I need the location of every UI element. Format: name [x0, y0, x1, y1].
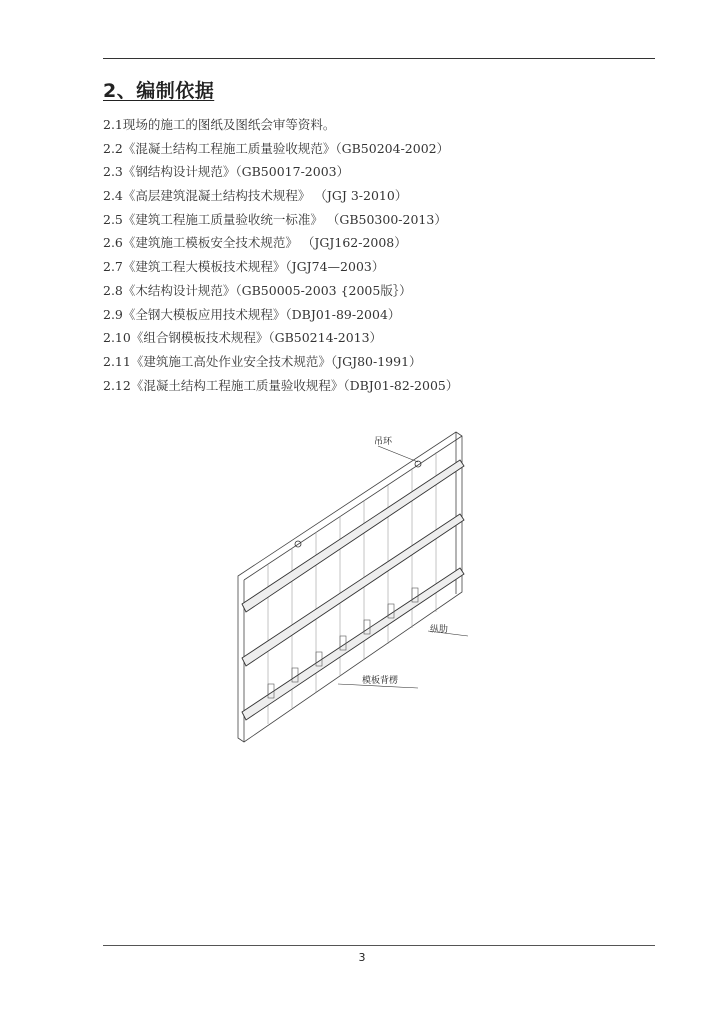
page-number: 3 — [358, 951, 366, 964]
list-item: 2.4《高层建筑混凝土结构技术规程》 （JGJ 3-2010） — [103, 188, 408, 204]
list-item: 2.7《建筑工程大模板技术规程》（JGJ74—2003） — [103, 259, 385, 275]
reference-list — [103, 113, 458, 397]
formwork-panel-drawing — [228, 426, 488, 756]
label-back: 模板背楞 — [362, 676, 399, 686]
list-item: 2.3《钢结构设计规范》（GB50017-2003） — [103, 164, 350, 180]
list-item: 2.10《组合钢模板技术规程》（GB50214-2013） — [103, 330, 383, 346]
footer-rule — [103, 945, 655, 946]
list-item: 2.8《木结构设计规范》（GB50005-2003 {2005版｝） — [103, 282, 412, 298]
list-item: 2.5《建筑工程施工质量验收统一标准》 （GB50300-2013） — [103, 211, 447, 227]
label-hook: 吊环 — [374, 437, 393, 447]
list-item: 2.12《混凝土结构工程施工质量验收规程》（DBJ01-82-2005） — [103, 377, 459, 393]
list-item: 2.1现场的施工的图纸及图纸会审等资料。 — [103, 117, 336, 132]
label-rib: 纵肋 — [430, 625, 449, 635]
list-item: 2.9《全钢大模板应用技术规程》（DBJ01-89-2004） — [103, 306, 401, 322]
leader-hook — [378, 446, 418, 462]
back-braces — [242, 460, 464, 720]
list-item: 2.11《建筑施工高处作业安全技术规范》（JGJ80-1991） — [103, 353, 422, 369]
section-heading: 2、编制依据 — [103, 80, 215, 102]
list-item: 2.6《建筑施工模板安全技术规范》 （JGJ162-2008） — [103, 235, 407, 251]
list-item: 2.2《混凝土结构工程施工质量验收规范》（GB50204-2002） — [103, 140, 450, 156]
header-rule — [103, 58, 655, 59]
